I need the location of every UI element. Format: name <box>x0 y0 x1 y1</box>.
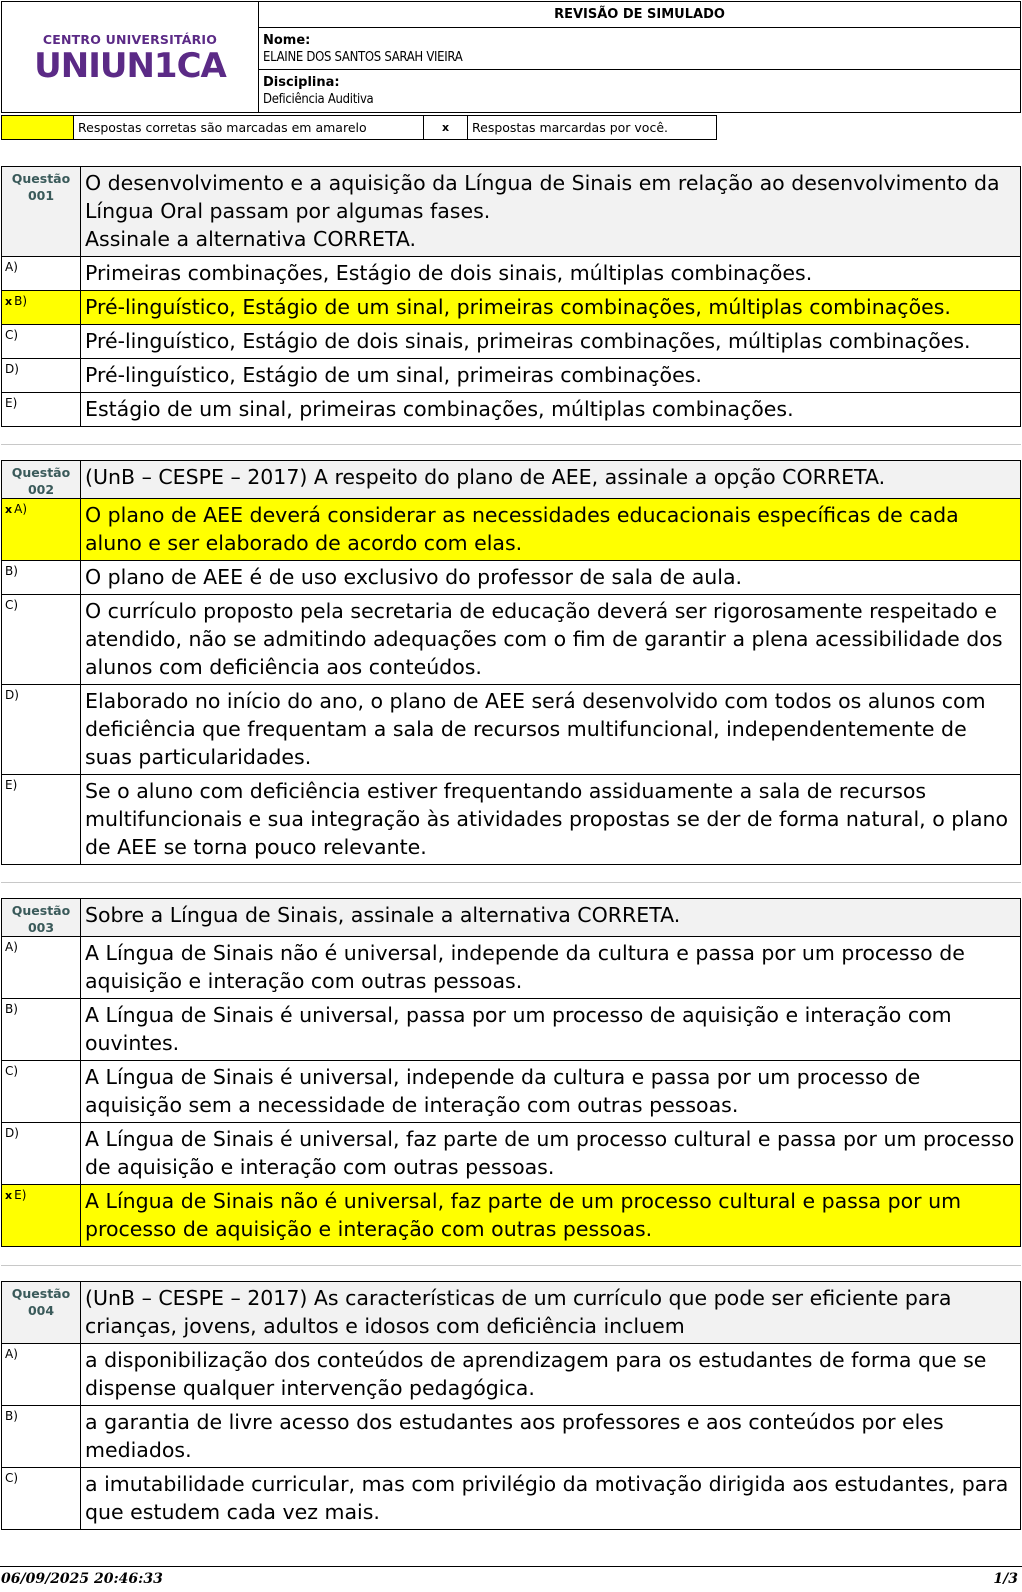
option-text: Primeiras combinações, Estágio de dois sinais, múltiplas combinações. <box>81 257 1021 291</box>
option-text: Se o aluno com deficiência estiver frequentando assiduamente a sala de recursos multifuncionais e sua integração às atividades propostas se der de forma natural, o plano de AEE se torna pouco relevante. <box>81 775 1021 865</box>
option-text: A Língua de Sinais não é universal, faz parte de um processo cultural e passa por um processo de aquisição e interação com outras pessoas. <box>81 1185 1021 1247</box>
selected-x-mark: x <box>5 503 13 516</box>
option-text: A Língua de Sinais é universal, faz parte de um processo cultural e passa por um processo de aquisição e interação com outras pessoas. <box>81 1123 1021 1185</box>
option-letter-cell <box>2 1344 81 1406</box>
question-number <box>2 461 81 499</box>
question-stem: Sobre a Língua de Sinais, assinale a alternativa CORRETA. <box>81 899 1021 937</box>
option-text: A Língua de Sinais não é universal, independe da cultura e passa por um processo de aquisição e interação com outras pessoas. <box>81 937 1021 999</box>
answer-option-selected <box>2 1185 1021 1247</box>
answer-option <box>2 393 1021 427</box>
question-block <box>1 166 1021 427</box>
option-letter: A) <box>14 502 27 516</box>
option-text: O plano de AEE deverá considerar as necessidades educacionais específicas de cada aluno e ser elaborado de acordo com elas. <box>81 499 1021 561</box>
option-text: Pré-linguístico, Estágio de dois sinais, primeiras combinações, múltiplas combinações. <box>81 325 1021 359</box>
question-number-value: 002 <box>27 482 55 497</box>
footer-timestamp: 06/09/2025 20:46:33 <box>1 1571 163 1587</box>
question-separator <box>1 882 1021 883</box>
answer-option <box>2 937 1021 999</box>
answer-option <box>2 359 1021 393</box>
option-letter-cell <box>2 1468 81 1530</box>
question-table <box>1 1281 1021 1530</box>
question-header-row <box>2 167 1021 257</box>
option-letter: B) <box>5 1409 18 1423</box>
option-letter: E) <box>5 778 18 792</box>
question-label-word: Questão <box>11 1286 71 1301</box>
answer-option-selected <box>2 499 1021 561</box>
option-letter: B) <box>5 564 18 578</box>
question-table <box>1 898 1021 1247</box>
selected-x-mark: x <box>5 1189 13 1202</box>
option-letter: C) <box>5 1471 19 1485</box>
question-header-row <box>2 461 1021 499</box>
question-number-value: 003 <box>27 920 55 935</box>
question-label-word: Questão <box>11 171 71 186</box>
option-letter-cell <box>2 291 81 325</box>
question-header-row <box>2 1282 1021 1344</box>
option-letter: D) <box>5 688 19 702</box>
option-letter-cell <box>2 1123 81 1185</box>
question-table <box>1 460 1021 865</box>
question-number <box>2 1282 81 1344</box>
question-stem: O desenvolvimento e a aquisição da Língua de Sinais em relação ao desenvolvimento da Língua Oral passam por algumas fases. Assinale a alternativa CORRETA. <box>81 167 1021 257</box>
legend <box>1 115 717 140</box>
answer-option <box>2 1406 1021 1468</box>
option-text: a imutabilidade curricular, mas com privilégio da motivação dirigida aos estudantes, para que estudem cada vez mais. <box>81 1468 1021 1530</box>
question-stem: (UnB – CESPE – 2017) As características de um currículo que pode ser eficiente para crianças, jovens, adultos e idosos com deficiência incluem <box>81 1282 1021 1344</box>
option-text: O plano de AEE é de uso exclusivo do professor de sala de aula. <box>81 561 1021 595</box>
answer-option <box>2 561 1021 595</box>
option-letter-cell <box>2 595 81 685</box>
option-letter: C) <box>5 328 19 342</box>
legend-x-mark: x <box>424 116 468 139</box>
name-value: ELAINE DOS SANTOS SARAH VIEIRA <box>263 50 463 65</box>
legend-yellow-swatch <box>2 116 74 139</box>
option-letter-cell <box>2 325 81 359</box>
option-letter: E) <box>5 396 18 410</box>
question-number-value: 004 <box>27 1303 55 1318</box>
student-name-row <box>259 28 1020 70</box>
answer-option <box>2 595 1021 685</box>
question-label-word: Questão <box>11 903 71 918</box>
option-text: a disponibilização dos conteúdos de aprendizagem para os estudantes de forma que se dispense qualquer intervenção pedagógica. <box>81 1344 1021 1406</box>
option-letter-cell <box>2 685 81 775</box>
question-number-value: 001 <box>27 188 55 203</box>
legend-yours-text: Respostas marcardas por você. <box>472 120 668 135</box>
header-box <box>1 1 1021 113</box>
option-text: A Língua de Sinais é universal, passa por um processo de aquisição e interação com ouvintes. <box>81 999 1021 1061</box>
option-letter-cell <box>2 257 81 291</box>
option-letter-cell <box>2 561 81 595</box>
question-block <box>1 1281 1021 1530</box>
answer-option <box>2 1123 1021 1185</box>
option-letter: A) <box>5 940 18 954</box>
answer-option <box>2 775 1021 865</box>
option-text: Estágio de um sinal, primeiras combinações, múltiplas combinações. <box>81 393 1021 427</box>
logo-main-text: UNIUN1CA <box>34 45 226 86</box>
logo-top-text: CENTRO UNIVERSITÁRIO <box>42 31 218 47</box>
footer-page-number: 1/3 <box>993 1571 1018 1587</box>
option-text: O currículo proposto pela secretaria de educação deverá ser rigorosamente respeitado e atendido, não se admitindo adequações com o fim de garantir a plena acessibilidade dos alunos com deficiência aos conteúdos. <box>81 595 1021 685</box>
answer-option <box>2 1061 1021 1123</box>
question-table <box>1 166 1021 427</box>
option-letter: D) <box>5 362 19 376</box>
question-block <box>1 898 1021 1247</box>
option-text: a garantia de livre acesso dos estudantes aos professores e aos conteúdos por eles mediados. <box>81 1406 1021 1468</box>
answer-option <box>2 1344 1021 1406</box>
answer-option <box>2 257 1021 291</box>
option-letter-cell <box>2 359 81 393</box>
question-stem: (UnB – CESPE – 2017) A respeito do plano de AEE, assinale a opção CORRETA. <box>81 461 1021 499</box>
option-letter-cell <box>2 499 81 561</box>
option-text: Pré-linguístico, Estágio de um sinal, primeiras combinações, múltiplas combinações. <box>81 291 1021 325</box>
name-label: Nome: <box>263 33 311 48</box>
option-text: Pré-linguístico, Estágio de um sinal, primeiras combinações. <box>81 359 1021 393</box>
answer-option-selected <box>2 291 1021 325</box>
question-number <box>2 167 81 257</box>
answer-option <box>2 325 1021 359</box>
info-cell <box>259 2 1020 112</box>
option-letter-cell <box>2 1061 81 1123</box>
option-text: Elaborado no início do ano, o plano de AEE será desenvolvido com todos os alunos com deficiência que frequentam a sala de recursos multifuncional, independentemente de suas particularidades. <box>81 685 1021 775</box>
option-letter: D) <box>5 1126 19 1140</box>
legend-correct-text: Respostas corretas são marcadas em amarelo <box>74 116 424 139</box>
option-letter: B) <box>5 1002 18 1016</box>
question-number <box>2 899 81 937</box>
institution-logo <box>2 2 259 112</box>
answer-option <box>2 685 1021 775</box>
question-header-row <box>2 899 1021 937</box>
option-letter-cell <box>2 393 81 427</box>
option-letter: C) <box>5 1064 19 1078</box>
option-letter: A) <box>5 260 18 274</box>
discipline-row <box>259 70 1020 112</box>
option-letter-cell <box>2 937 81 999</box>
question-block <box>1 460 1021 865</box>
selected-x-mark: x <box>5 295 13 308</box>
option-letter-cell <box>2 999 81 1061</box>
footer-divider <box>0 1566 1022 1567</box>
option-letter: B) <box>14 294 28 308</box>
option-letter: C) <box>5 598 19 612</box>
option-letter-cell <box>2 775 81 865</box>
discipline-label: Disciplina: <box>263 74 340 90</box>
discipline-value: Deficiência Auditiva <box>263 91 374 107</box>
answer-option <box>2 999 1021 1061</box>
option-letter: A) <box>5 1347 18 1361</box>
answer-option <box>2 1468 1021 1530</box>
option-letter: E) <box>14 1188 27 1202</box>
question-label-word: Questão <box>11 465 71 480</box>
option-letter-cell <box>2 1406 81 1468</box>
page-title: REVISÃO DE SIMULADO <box>259 2 1020 28</box>
question-separator <box>1 1265 1021 1266</box>
option-text: A Língua de Sinais é universal, independe da cultura e passa por um processo de aquisição sem a necessidade de interação com outras pessoas. <box>81 1061 1021 1123</box>
question-separator <box>1 444 1021 445</box>
option-letter-cell <box>2 1185 81 1247</box>
